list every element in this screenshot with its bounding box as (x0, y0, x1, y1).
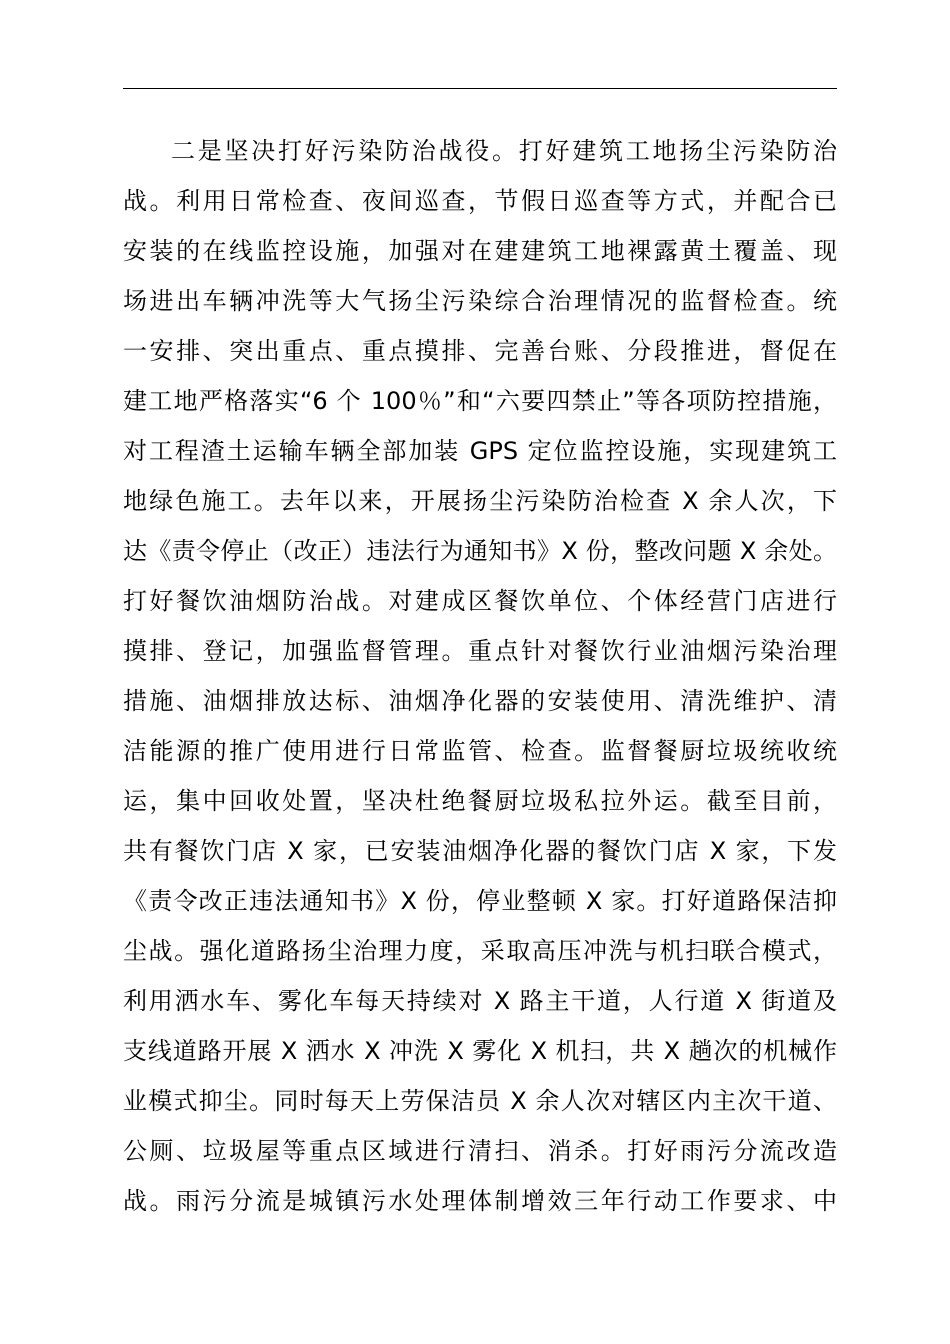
text-line: 战。雨污分流是城镇污水处理体制增效三年行动工作要求、中 (123, 1187, 837, 1215)
text-line: 二是坚决打好污染防治战役。打好建筑工地扬尘污染防治 (171, 137, 837, 165)
text-line: 对工程渣土运输车辆全部加装 GPS 定位监控设施，实现建筑工 (123, 437, 837, 465)
text-line: 运，集中回收处置，坚决杜绝餐厨垃圾私拉外运。截至目前， (123, 787, 837, 815)
text-line: 公厕、垃圾屋等重点区域进行清扫、消杀。打好雨污分流改造 (123, 1137, 837, 1165)
text-line: 措施、油烟排放达标、油烟净化器的安装使用、清洗维护、清 (123, 687, 837, 715)
text-line: 战。利用日常检查、夜间巡查，节假日巡查等方式，并配合已 (123, 187, 837, 215)
text-line: 一安排、突出重点、重点摸排、完善台账、分段推进，督促在 (123, 337, 837, 365)
text-line: 安装的在线监控设施，加强对在建建筑工地裸露黄土覆盖、现 (123, 237, 837, 265)
header-rule (123, 88, 837, 89)
text-line: 《责令改正违法通知书》X 份，停业整顿 X 家。打好道路保洁抑 (123, 887, 837, 915)
text-line: 业模式抑尘。同时每天上劳保洁员 X 余人次对辖区内主次干道、 (123, 1087, 837, 1115)
text-line: 摸排、登记，加强监督管理。重点针对餐饮行业油烟污染治理 (123, 637, 837, 665)
text-line: 洁能源的推广使用进行日常监管、检查。监督餐厨垃圾统收统 (123, 737, 837, 765)
text-line: 利用洒水车、雾化车每天持续对 X 路主干道，人行道 X 街道及 (123, 987, 837, 1015)
text-line: 达《责令停止（改正）违法行为通知书》X 份，整改问题 X 余处。 (123, 537, 837, 565)
text-line: 建工地严格落实“6 个 100％”和“六要四禁止”等各项防控措施， (123, 387, 837, 415)
text-line: 共有餐饮门店 X 家，已安装油烟净化器的餐饮门店 X 家，下发 (123, 837, 837, 865)
text-line: 尘战。强化道路扬尘治理力度，采取高压冲洗与机扫联合模式， (123, 937, 837, 965)
text-line: 打好餐饮油烟防治战。对建成区餐饮单位、个体经营门店进行 (123, 587, 837, 615)
text-line: 场进出车辆冲洗等大气扬尘污染综合治理情况的监督检查。统 (123, 287, 837, 315)
text-line: 支线道路开展 X 洒水 X 冲洗 X 雾化 X 机扫，共 X 趟次的机械作 (123, 1037, 837, 1065)
document-body (123, 126, 837, 1226)
text-line: 地绿色施工。去年以来，开展扬尘污染防治检查 X 余人次，下 (123, 487, 837, 515)
